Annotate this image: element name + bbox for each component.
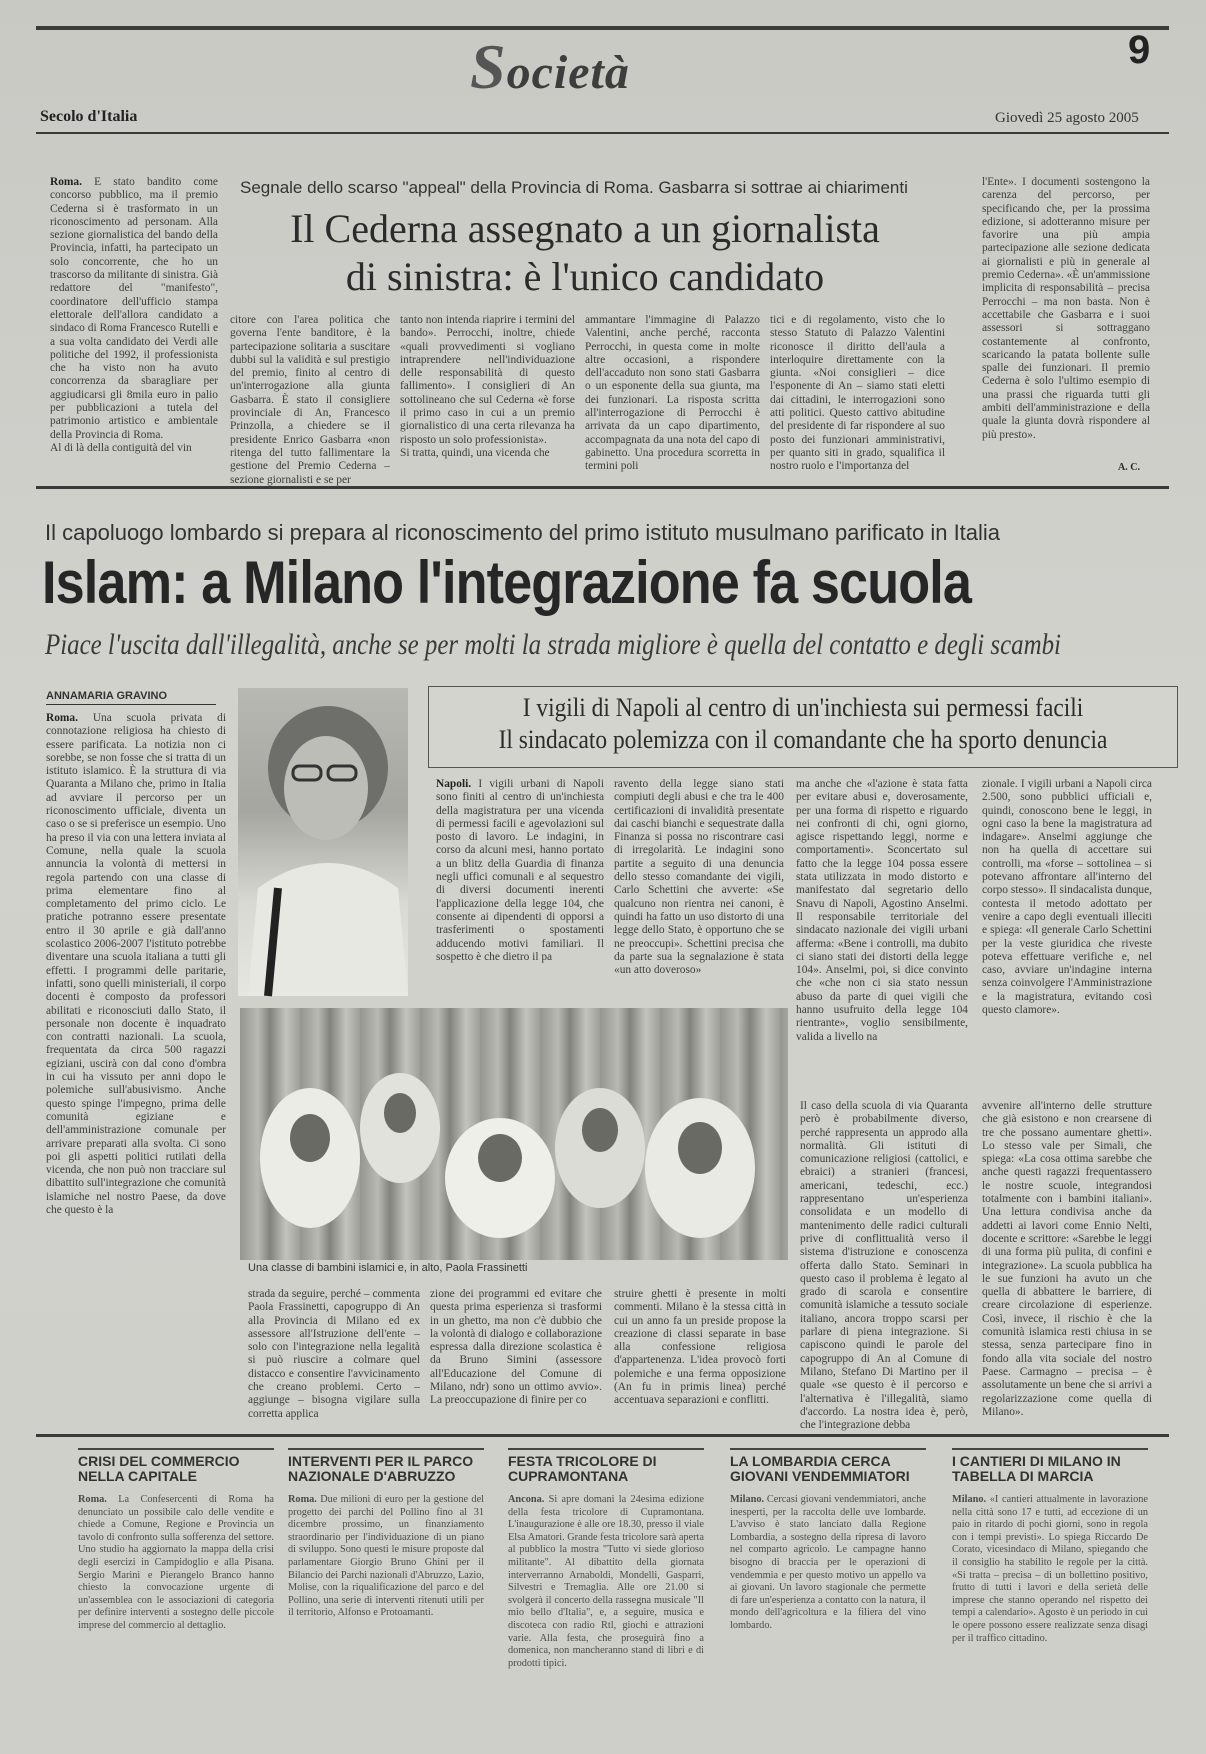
brief-title: I CANTIERI DI MILANO IN TABELLA DI MARCIA bbox=[952, 1448, 1148, 1488]
box-col1 bbox=[436, 778, 604, 996]
brief-text bbox=[288, 1494, 484, 1620]
main-subhead: Piace l'uscita dall'illegalità, anche se per molti la strada migliore è quella del contatto e degli scambi bbox=[45, 628, 1061, 661]
brief-4 bbox=[730, 1448, 926, 1718]
brief-place: Milano. bbox=[730, 1494, 765, 1505]
article1-col4: ammantare l'immagine di Palazzo Valentini, anche perché, racconta Perrocchi, in questa come in molte altre occasioni, a rispondere dell'accaduto non sono stati Gasbarra o un esponente della sua giunta, ma dei funzionari. La risposta scritta all'interrogazione di Perrocchi è arrivata da un capo dipartimento, accompagnata da una nota del capo di gabinetto. Una procedura scorretta in termini poli bbox=[585, 314, 760, 473]
briefs-divider bbox=[36, 1434, 1169, 1437]
brief-place: Roma. bbox=[288, 1494, 317, 1505]
article1-col1-end: Al di là della contiguità del vin bbox=[50, 441, 192, 454]
brief-title: CRISI DEL COMMERCIO NELLA CAPITALE bbox=[78, 1448, 274, 1488]
brief-body: «I cantieri attualmente in lavorazione nella città sono 17 e tutti, ad eccezione di un paio in ritardo di pochi giorni, sono in regola con i tempi previsti». Lo spiega Riccardo De Corato, vicesindaco di Milano, spiegando che il consiglio ha stabilito le regole per la città. «Si tratta – precisa – di un bollettino positivo, frutto di tutti i lavori e della serietà delle imprese che stanno operando nel rispetto dei tempi a calendario». Agosto è un periodo in cui le opere possono essere realizzate senza disagi per il traffico cittadino. bbox=[952, 1494, 1148, 1644]
box-col3: ma anche che «l'azione è stata fatta per evitare abusi e, doverosamente, per una forma di rispetto e riguardo nei confronti di chi, ogni giorno, agisce rispettando leggi, norme e comportamenti». Sconcertato sul fatto che la legge 104 possa essere stata utilizzata in modo distorto e manifestato dal segretario dello Snavu di Napoli, Agostino Anselmi. Il responsabile territoriale del sindacato nazionale dei vigili urbani afferma: «Bene i controlli, ma dubito ci siano stati dei distorti della legge 104». Anselmi, poi, si dice convinto che «che non ci sia stato nessun abuso da parte di quei vigili che hanno usufruito della legge 104 rientrante», voglio sensibilmente, valida a livello na bbox=[796, 778, 968, 1043]
brief-body: Si apre domani la 24esima edizione della festa tricolore di Cupramontana. L'inaugurazione è alle ore 18.30, presso il viale Elsa Amatori. Grande festa tricolore sarà aperta al pubblico la mostra "Tutto vi siede glorioso militante". Al dibattito della giornata interverranno Arnaboldi, Mondelli, Gasparri, Silvestri e Tremaglia. Alle ore 21.00 si svolgerà il concerto della rassegna musicale "Il mio bello d'Italia", e, a seguire, musica e discoteca con radio Rtl, giochi e attrazioni varie. Alla festa, che proseguirà fino a domenica, non mancheranno stand di libri e di prodotti tipici. bbox=[508, 1494, 705, 1669]
brief-place: Ancona. bbox=[508, 1494, 545, 1505]
main-bottom-col-c: struire ghetti è presente in molti commenti. Milano è la stessa città in cui un anno fa un preside propose la creazione di classi separate in base alla confessione religiosa d'appartenenza. L'idea provocò forti polemiche e una ferma opposizione (An fu in primis linea) perché accentuava separazioni e conflitti. bbox=[614, 1288, 786, 1407]
sidebar-box-headline bbox=[428, 686, 1178, 768]
dateline-place: Roma. bbox=[46, 712, 78, 724]
classroom-photo bbox=[240, 1008, 788, 1260]
brief-1 bbox=[78, 1448, 274, 1718]
portrait-photo bbox=[238, 688, 408, 996]
article1-headline-line1: Il Cederna assegnato a un giornalista bbox=[290, 206, 880, 251]
article1-col2: citore con l'area politica che governa l'ente banditore, è la partecipazione solitaria a suscitare dubbi sul la validità e sul prestigio del premio, finito al centro di un'interrogazione alla giunta Gasbarra. È stato il consigliere provinciale di An, Francesco Prinzolla, a chiedere se il presidente Enrico Gasbarra «non ritenga del tutto fallimentare la gestione del Premio Cederna – sezione giornalisti e se per bbox=[230, 314, 390, 486]
article1-col3 bbox=[400, 314, 575, 474]
byline: ANNAMARIA GRAVINO bbox=[46, 690, 216, 705]
masthead: Secolo d'Italia bbox=[40, 108, 138, 125]
brief-text bbox=[730, 1494, 926, 1633]
dateline-place: Roma. bbox=[50, 176, 82, 188]
article1-col3-end: Si tratta, quindi, una vicenda che bbox=[400, 446, 550, 459]
brief-5 bbox=[952, 1448, 1148, 1718]
brief-place: Milano. bbox=[952, 1494, 987, 1505]
article1-col5: tici e di regolamento, visto che lo stesso Statuto di Palazzo Valentini riconosce il diritto dell'aula a interloquire direttamente con la giunta. «Noi consiglieri – dice l'esponente di An – siamo stati eletti dai cittadini, le interrogazioni sono atti politici. Questo cattivo abitudine del presidente di far rispondere al suo posto dei funzionari amministrativi, per quanto siti in grado, squalifica il nostro ruolo e l'importanza del bbox=[770, 314, 945, 473]
classroom-photo-art bbox=[240, 1008, 788, 1260]
brief-text bbox=[508, 1494, 704, 1670]
box-headline-line1: I vigili di Napoli al centro di un'inchiesta sui permessi facili bbox=[522, 693, 1084, 722]
section-divider bbox=[36, 486, 1169, 489]
article1-col6: l'Ente». I documenti sostengono la carenza del percorso, per specificando che, per la prossima edizione, si adotteranno misure per favorire una più ampia partecipazione alle sezione dedicata ai giornalisti e più in generale al premio Cederna». «È un'ammissione implicita di responsabilità – precisa Perrocchi – ma non basta. Non è accettabile che Gasbarra e i suoi assessori si sottraggano costantemente al confronto, scaricando la patata bollente sulle spalle dei funzionari. Il premio Cederna è solo l'ultimo esempio di una prassi che riguarda tutti gli ambiti dell'amministrazione e della quale la giunta dovrà rispondere al più presto». bbox=[982, 176, 1150, 441]
main-headline: Islam: a Milano l'integrazione fa scuola bbox=[42, 549, 972, 616]
brief-title: LA LOMBARDIA CERCA GIOVANI VENDEMMIATORI bbox=[730, 1448, 926, 1488]
main-kicker: Il capoluogo lombardo si prepara al riconoscimento del primo istituto musulmano parificato in Italia bbox=[45, 520, 1001, 545]
main-bottom-col-b: zione dei programmi ed evitare che questa prima esperienza si trasformi in un ghetto, ma non c'è dubbio che la volontà di dialogo e collaborazione espressa dalla direzione scolastica è da Bruno Simini (assessore all'Educazione del Comune di Milano, ndr) sono un ottimo avvio». La preoccupazione di finire per co bbox=[430, 1288, 602, 1407]
article1-col3-text: tanto non intenda riaprire i termini del bando». Perrocchi, inoltre, chiede «quali provvedimenti si vogliano intraprendere nell'individuazione delle responsabilità di questo fallimento». I consiglieri di An sottolineano che sul Cederna «è forse il primo caso in cui a un premio giornalistico di una certa rilevanza ha risposto un solo professionista». bbox=[400, 314, 575, 446]
header-rule bbox=[36, 132, 1169, 134]
article1-headline-line2: di sinistra: è l'unico candidato bbox=[345, 254, 825, 299]
photo-caption: Una classe di bambini islamici e, in alto, Paola Frassinetti bbox=[248, 1262, 528, 1274]
date: Giovedì 25 agosto 2005 bbox=[995, 110, 1139, 126]
article1-signature: A. C. bbox=[1118, 462, 1140, 473]
main-bottom-col-a: strada da seguire, perché – commenta Paola Frassinetti, capogruppo di An alla Provincia di Milano ed ex assessore all'Istruzione dell'ente – solo con l'integrazione nella legalità si può riuscire a colmare quel distacco e consentire l'avvicinamento che creano problemi. Certo – aggiunge – bisogna vigilare sulla corretta applica bbox=[248, 1288, 420, 1420]
article1-col1 bbox=[50, 176, 218, 474]
brief-text bbox=[78, 1494, 274, 1633]
brief-3 bbox=[508, 1448, 704, 1718]
brief-text bbox=[952, 1494, 1148, 1645]
box-col2: ravento della legge siano stati compiuti degli abusi e che tra le 400 certificazioni di invalidità presentate dai caschi bianchi e sequestrate dalla Finanza si possa no riscontrare casi di irregolarità. Le indagini sono partite a seguito di una denuncia dello stesso comandante dei vigili, Carlo Schettini che avverte: «Se qualcuno non rientra nei canoni, è quindi ha fatto un uso distorto di una legge dello Stato, è opportuno che se ne preoccupi». Schettini precisa che da parte sua la segnalazione è stata «un atto doveroso» bbox=[614, 778, 784, 977]
main-col1-text: Una scuola privata di connotazione religiosa ha chiesto di essere parificata. La notizia non ci sorebbe, se non fosse che si tratta di un istituto islamico. È la struttura di via Quaranta a Milano che, primo in Italia ad avviare il percorso per un riconoscimento ufficiale, diventa un caso o se si preferisce un esempio. Uno ha preso il via con una lettera inviata al Comune, nella quale la scuola annuncia la volontà di mettersi in regola partendo con una classe di prima elementare fino al completamento del primo ciclo. Le pratiche potranno essere presentate entro il 30 aprile e già dall'anno scolastico 2006-2007 l'istituto potrebbe diventare una scuola italiana a tutti gli effetti. I programmi delle paritarie, infatti, sono quelli ministeriali, il corpo docenti è composto da professori abilitati e riconosciuti dallo Stato, il personale non docente è inquadrato con contratti nazionali. La scuola, frequentata da circa 500 ragazzi egiziani, uscirà con dal cono d'ombra in cui ha vissuto per anni dopo le polemiche sull'abusivismo. Anche questo spinge l'impegno, prima delle comunità egiziane e dell'amministrazione comunale per arrivare preparati alla svolta. Ci sono poi gli aspetti politici rutilati della vicenda, che non può non tracciare sul dibattito sull'integrazione che comunità islamiche nel nostro Paese, da dove che questo è la bbox=[46, 712, 226, 1216]
box-col1-text: I vigili urbani di Napoli sono finiti al centro di un'inchiesta della magistratura per una vicenda di permessi facili e agevolazioni sul posto di lavoro. Le indagini, in corso da alcuni mesi, hanno portato a un blitz della Guardia di finanza negli uffici comunali e al sequestro di diversi documenti inerenti l'applicazione della legge 104, che consente ai dipendenti di opporsi a trasferimenti o spostamenti adducendo motivi familiari. Il sospetto è che dietro il pa bbox=[436, 778, 604, 963]
page-number: 9 bbox=[1128, 28, 1151, 72]
box-col4: zionale. I vigili urbani a Napoli circa 2.500, sono pubblici ufficiali e, quindi, conoscono bene le leggi, in ogni caso la bene la magistratura ad indagare». Anselmi aggiunge che non ha quella di accettare sui controlli, ma «forse – sottolinea – si potevano affrontare all'interno del corpo stesso». Il sindacalista dunque, contesta il metodo adottato per venire a capo degli eventuali illeciti e spiega: «Il generale Carlo Schettini per la veste giuridica che riveste poteva effettuare verifiche e, nel caso, avviare un'indagine interna senza coinvolgere l'Amministrazione e la magistratura, evitando così questo clamore». bbox=[982, 778, 1152, 1017]
article1-kicker: Segnale dello scarso "appeal" della Provincia di Roma. Gasbarra si sottrae ai chiarimenti bbox=[240, 178, 908, 197]
article1-headline bbox=[215, 205, 955, 301]
main-mid-col-a: Il caso della scuola di via Quaranta però è probabilmente diverso, perché rappresenta un approdo alla normalità. Gli istituti di comunicazione religiosi (cattolici, e ebraici) a stranieri (francesi, americani, tedeschi, ecc.) rappresentano un'esperienza consolidata e un modello di mantenimento delle radici culturali prive di conflittualità verso il sistema d'istruzione e conoscenza offerta dallo Stato. Seminari in questo caso il problema è legato al grado di scarola e consentire comunità islamiche a tessuto sociale italiano, ancora troppo scarsi per parlare di piena integrazione. Si capiscono quindi le parole del capogruppo di An al Comune di Milano, Stefano Di Martino per il quale «se questo è il percorso e l'alternativa è l'illegalità, siamo d'accordo. La nostra idea è, però, che l'integrazione debba bbox=[800, 1100, 968, 1432]
brief-body: Cercasi giovani vendemmiatori, anche inesperti, per la raccolta delle uve lombarde. L'avviso è stato lanciato dalla Regione Lombardia, a sostegno della ripresa di lavoro nel comparto agricolo. Le campagne hanno bisogno di braccia per le operazioni di vendemmia e per questo motivo un appello va ai giovani. Un lavoro stagionale che permette di fare un'esperienza a contatto con la natura, il mondo dell'agricoltura e la filiera del vino lombardo. bbox=[730, 1494, 927, 1631]
section-initial: S bbox=[470, 31, 507, 102]
main-mid-col-b: avvenire all'interno delle strutture che già esistono e non crearsene di tre che possano aumentare ghetti». Lo stesso vale per Simali, che spiega: «La cosa ottima sarebbe che anche questi ragazzi frequentassero le nostre scuole, integrandosi totalmente con i bambini italiani». Una lettura condivisa anche da addetti ai lavori come Ennio Nelti, docente e scrittore: «Sarebbe le leggi di una forma più pulita, di confini e integrazione». La scuola pubblica ha le sue funzioni ha avuto un che quella di abbattere le barriere, di creare circolazione di esperienze. Così, invece, il rischio è che la comunità islamica resti chiusa in se stessa, senza partecipare fino in fondo alla vita sociale del nostro Paese. Carmagno – precisa – è assolutamente un bene che si arrivi a regolarizzazione come quella di Milano». bbox=[982, 1100, 1152, 1418]
brief-body: La Confesercenti di Roma ha denunciato un possibile calo delle vendite e chiede a Comune, Regione e Provincia un tavolo di confronto sulla sofferenza del settore. Uno studio ha aggiornato la mappa della crisi degli esercizi in Campidoglio e alla Pisana. Sergio Marini e Pierangelo Branco hanno chiesto la convocazione urgente di un'assemblea con le associazioni di categoria per definire interventi a sostegno delle piccole imprese del commercio al dettaglio. bbox=[78, 1494, 274, 1631]
brief-place: Roma. bbox=[78, 1494, 107, 1505]
brief-title: FESTA TRICOLORE DI CUPRAMONTANA bbox=[508, 1448, 704, 1488]
box-headline-line2: Il sindacato polemizza con il comandante che ha sporto denuncia bbox=[498, 725, 1108, 754]
main-col1 bbox=[46, 712, 226, 1392]
article1-col1-text: E stato bandito come concorso pubblico, ma il premio Cederna si è trasformato in un riconoscimento ad personam. Alla sezione giornalistica del bando della Provincia, infatti, ha partecipato un solo concorrente, che ho un trascorso da militante di sinistra. Già redattore del "manifesto", coordinatore dell'ufficio stampa elettorale dell'allora candidato a sindaco di Roma Francesco Rutelli e a sua volta candidato dei Verdi alle politiche del 1992, il professionista che ha visto non ha avuto concorrenza da sbaragliare per aggiudicarsi gli 8mila euro in palio per pubblicazioni a tutela del patrimonio artistico e ambientale della Provincia di Roma. bbox=[50, 176, 218, 441]
section-name: ocietà bbox=[506, 46, 630, 99]
brief-title: INTERVENTI PER IL PARCO NAZIONALE D'ABRUZZO bbox=[288, 1448, 484, 1488]
brief-body: Due milioni di euro per la gestione del progetto dei parchi del Pollino fino al 31 dicembre prossimo, un finanziamento straordinario per l'individuazione di un piano di sviluppo. Sono questi le misure proposte dal parlamentare Giorgio Bruno Ghini per il Bilancio dei Parchi nazionali d'Abruzzo, Lazio, Molise, con la riqualificazione del parco e del Pollino, una serie di interventi ritenuti utili per il territorio, Alfonso e Protoamanti. bbox=[288, 1494, 485, 1619]
dateline-place: Napoli. bbox=[436, 778, 472, 790]
portrait-photo-art bbox=[238, 688, 408, 996]
section-title bbox=[470, 30, 750, 100]
brief-2 bbox=[288, 1448, 484, 1718]
